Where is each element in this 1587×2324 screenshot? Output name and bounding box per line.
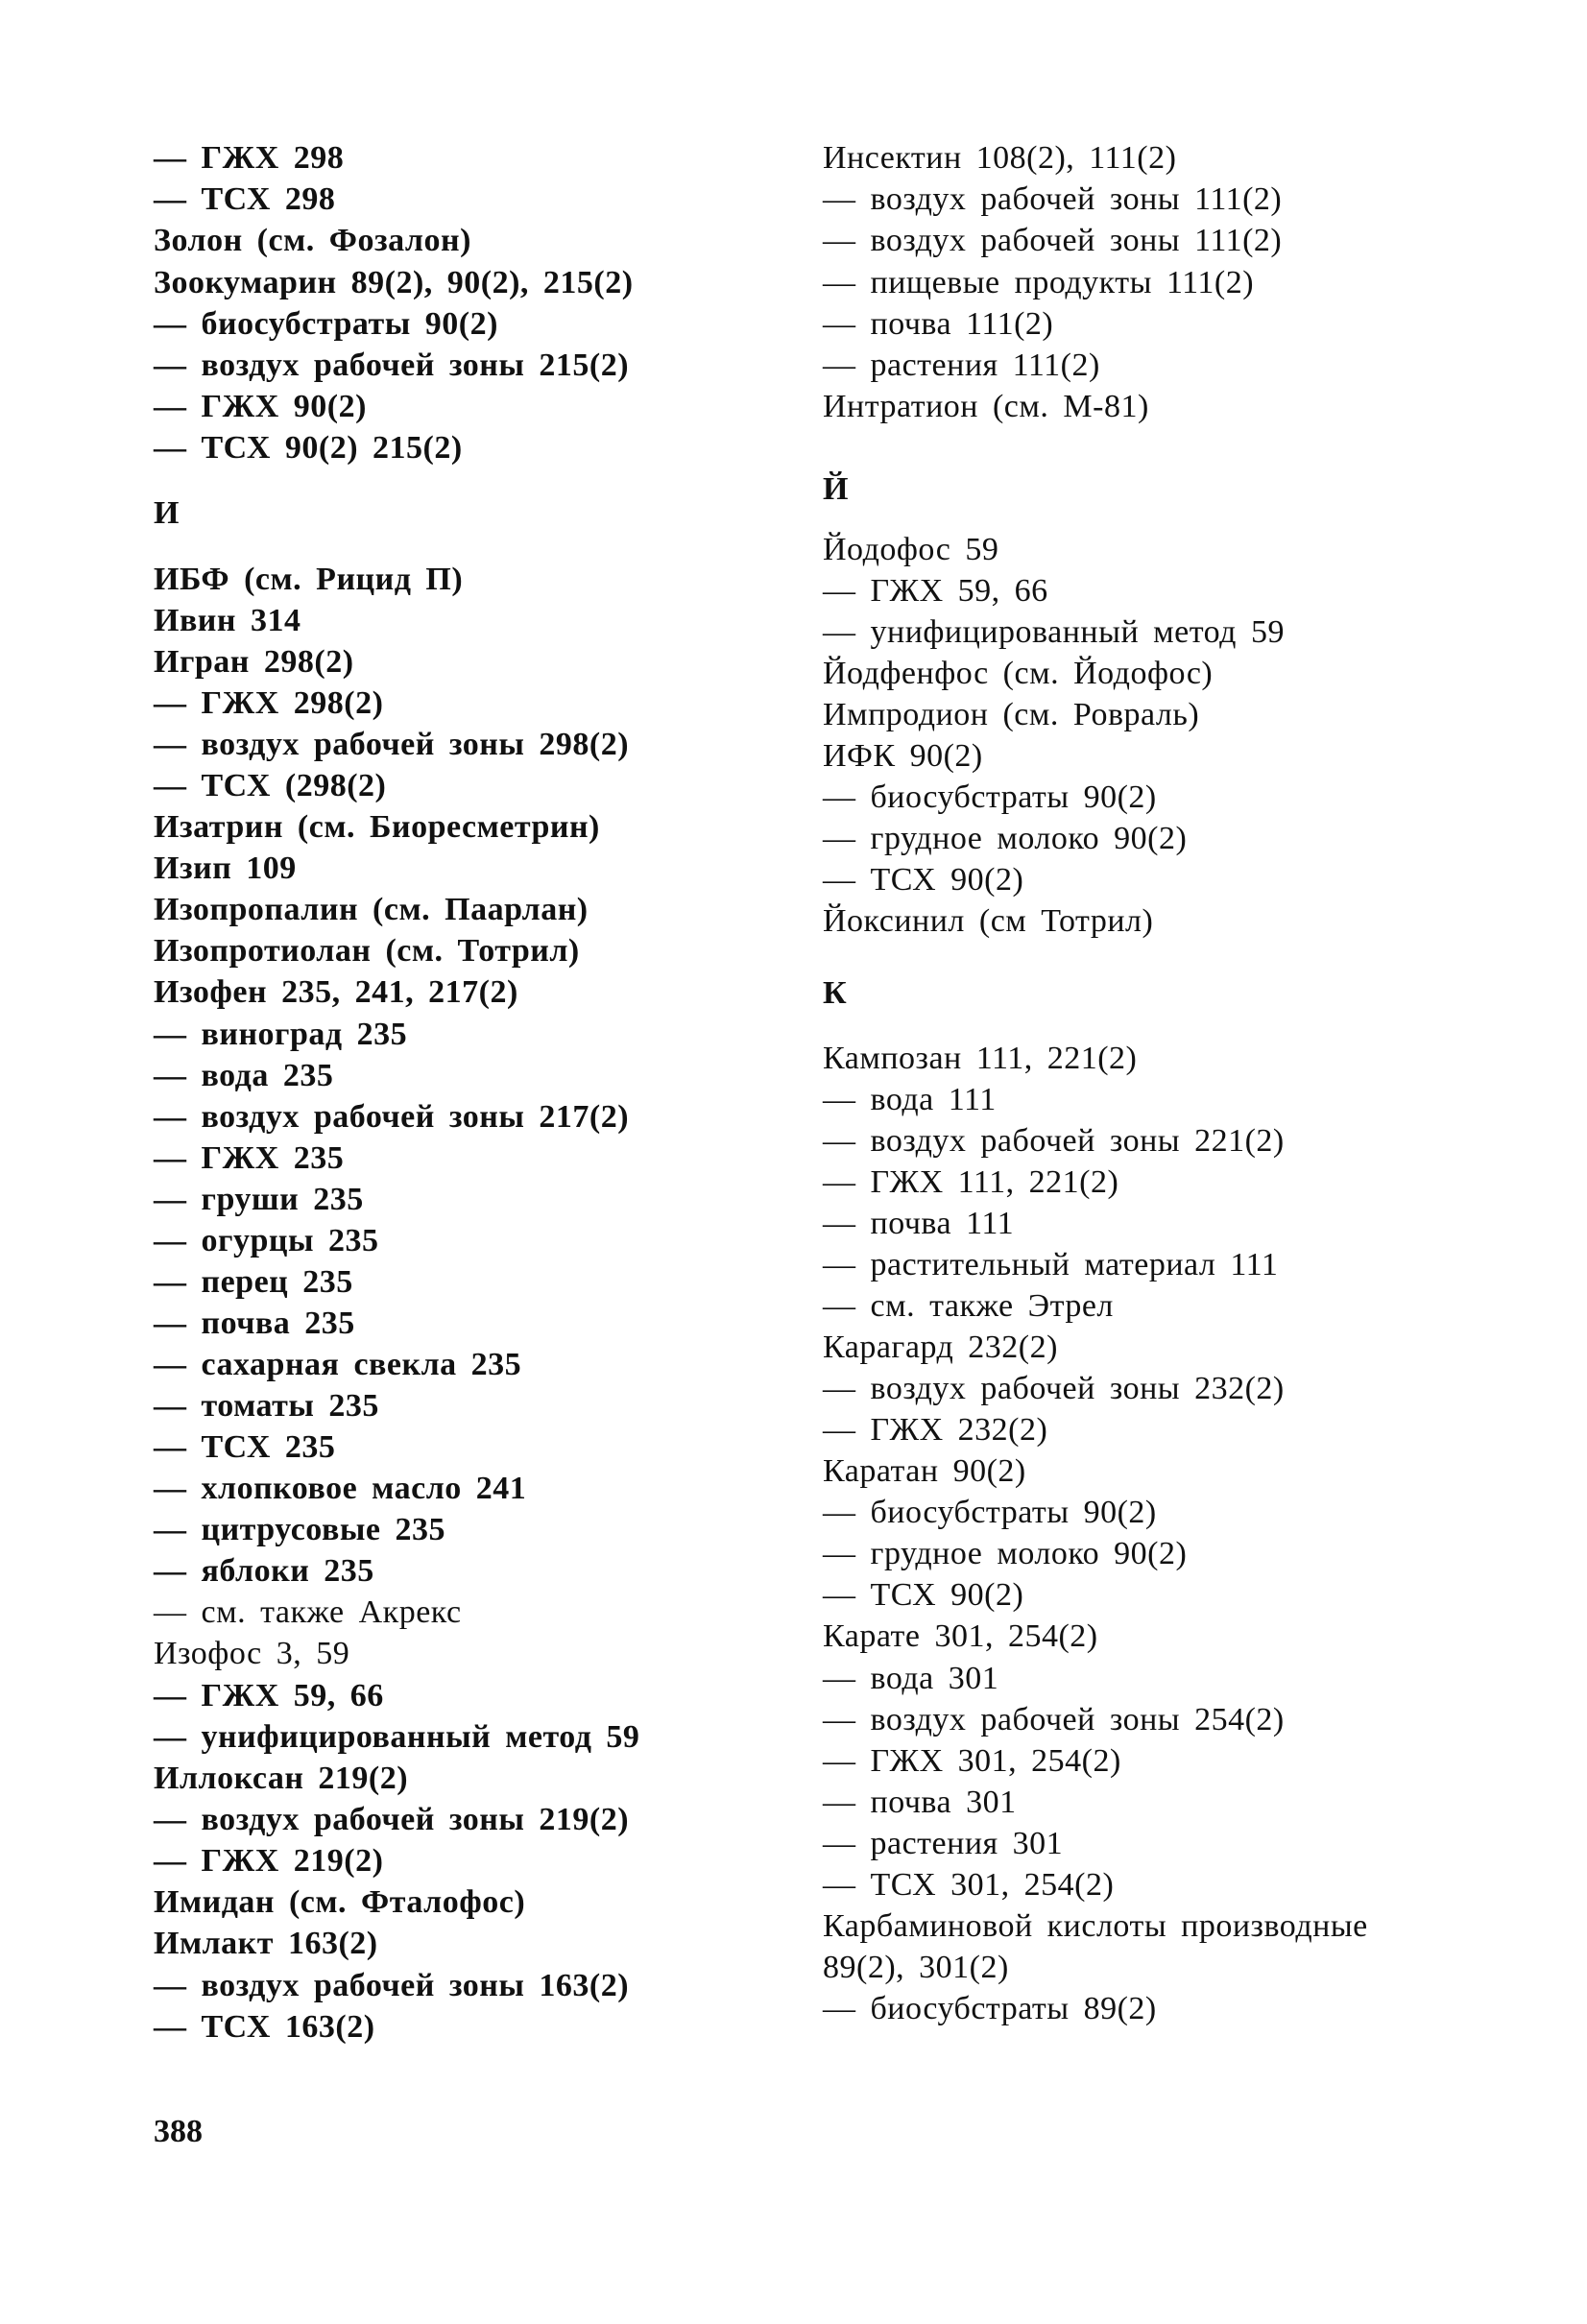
index-entry: Зоокумарин 89(2), 90(2), 215(2) (154, 265, 634, 300)
index-entry: Йоксинил (см Тотрил) (823, 903, 1154, 939)
index-subentry: — ГЖХ 59, 66 (154, 1678, 384, 1713)
index-subentry: — воздух рабочей зоны 163(2) (154, 1968, 630, 2003)
index-subentry: — сахарная свекла 235 (154, 1347, 522, 1382)
index-entry: Иллоксан 219(2) (154, 1761, 409, 1796)
index-subentry: — ТСХ 235 (154, 1429, 336, 1465)
index-entry: Изофен 235, 241, 217(2) (154, 974, 518, 1010)
index-subentry: — воздух рабочей зоны 111(2) (823, 223, 1283, 258)
index-subentry: — ГЖХ 235 (154, 1140, 345, 1176)
index-subentry: — ТСХ 163(2) (154, 2009, 375, 2045)
index-subentry: — ТСХ (298(2) (154, 768, 387, 803)
index-subentry: — вода 111 (823, 1082, 997, 1117)
index-entry: Игран 298(2) (154, 644, 354, 680)
index-subentry: — виноград 235 (154, 1017, 408, 1052)
index-subentry: — пищевые продукты 111(2) (823, 265, 1255, 300)
index-subentry: — воздух рабочей зоны 232(2) (823, 1371, 1285, 1406)
section-heading: К (823, 975, 848, 1011)
index-subentry: — см. также Этрел (823, 1288, 1114, 1324)
section-heading: Й (823, 471, 849, 507)
section-heading: И (154, 495, 180, 531)
index-subentry: — биосубстраты 90(2) (823, 1495, 1157, 1530)
index-entry: Йодфенфос (см. Йодофос) (823, 656, 1214, 691)
index-entry: Изофос 3, 59 (154, 1636, 350, 1671)
index-subentry: — ТСХ 301, 254(2) (823, 1867, 1115, 1903)
index-subentry: — почва 301 (823, 1785, 1017, 1820)
index-subentry: — ТСХ 90(2) (823, 1577, 1024, 1613)
index-subentry: — цитрусовые 235 (154, 1512, 445, 1547)
index-subentry: — растения 301 (823, 1826, 1064, 1861)
index-entry: Карагард 232(2) (823, 1330, 1058, 1365)
index-subentry: — унифицированный метод 59 (154, 1719, 640, 1755)
index-subentry: — см. также Акрекс (154, 1594, 462, 1630)
index-subentry: — хлопковое масло 241 (154, 1471, 527, 1506)
index-subentry: — ГЖХ 111, 221(2) (823, 1164, 1119, 1200)
index-subentry: — вода 301 (823, 1661, 999, 1696)
index-subentry: — биосубстраты 90(2) (154, 306, 498, 342)
index-subentry: — воздух рабочей зоны 111(2) (823, 181, 1283, 217)
index-subentry: — ГЖХ 298 (154, 140, 345, 176)
index-subentry: — воздух рабочей зоны 254(2) (823, 1702, 1285, 1737)
index-subentry: — огурцы 235 (154, 1223, 379, 1258)
index-subentry: — ГЖХ 298(2) (154, 685, 384, 721)
index-entry: ИФК 90(2) (823, 738, 983, 774)
index-entry: Золон (см. Фозалон) (154, 223, 471, 258)
index-entry: Кампозан 111, 221(2) (823, 1041, 1138, 1076)
index-subentry: — ГЖХ 301, 254(2) (823, 1743, 1121, 1779)
index-entry: Изатрин (см. Биоресметрин) (154, 809, 600, 845)
index-subentry: — растения 111(2) (823, 347, 1100, 383)
index-entry: Йодофос 59 (823, 532, 999, 567)
index-entry: Изопротиолан (см. Тотрил) (154, 933, 580, 969)
index-subentry: — воздух рабочей зоны 298(2) (154, 727, 630, 762)
index-subentry: — унифицированный метод 59 (823, 614, 1285, 650)
index-subentry: — яблоки 235 (154, 1553, 374, 1589)
index-subentry: — грудное молоко 90(2) (823, 821, 1188, 856)
index-subentry: — перец 235 (154, 1264, 353, 1300)
index-subentry: — воздух рабочей зоны 221(2) (823, 1123, 1285, 1159)
index-entry: Интратион (см. М-81) (823, 389, 1149, 424)
index-subentry: — почва 111(2) (823, 306, 1054, 342)
index-subentry: — ГЖХ 232(2) (823, 1412, 1048, 1448)
index-subentry: — почва 235 (154, 1306, 355, 1341)
index-entry: Имидан (см. Фталофос) (154, 1884, 526, 1920)
index-subentry: — груши 235 (154, 1182, 364, 1217)
index-entry: Изопропалин (см. Паарлан) (154, 892, 589, 927)
index-entry: Каратан 90(2) (823, 1453, 1026, 1489)
index-subentry: — ГЖХ 219(2) (154, 1843, 384, 1879)
page-number: 388 (154, 2114, 203, 2149)
index-entry: Карбаминовой кислоты производные (823, 1908, 1368, 1944)
index-subentry: — воздух рабочей зоны 215(2) (154, 347, 630, 383)
index-subentry: — ТСХ 90(2) 215(2) (154, 430, 463, 466)
index-subentry: — ГЖХ 59, 66 (823, 573, 1048, 609)
index-entry: Ивин 314 (154, 603, 301, 638)
index-subentry: — ТСХ 90(2) (823, 862, 1024, 898)
index-subentry: — биосубстраты 90(2) (823, 779, 1157, 815)
index-subentry: — биосубстраты 89(2) (823, 1991, 1157, 2026)
index-subentry: — ТСХ 298 (154, 181, 336, 217)
index-entry: Изип 109 (154, 851, 297, 886)
index-entry: Имлакт 163(2) (154, 1926, 378, 1961)
index-entry: Инсектин 108(2), 111(2) (823, 140, 1177, 176)
index-entry: ИБФ (см. Рицид П) (154, 562, 464, 597)
index-entry: 89(2), 301(2) (823, 1950, 1009, 1985)
index-subentry: — грудное молоко 90(2) (823, 1536, 1188, 1571)
index-subentry: — растительный материал 111 (823, 1247, 1279, 1282)
index-entry: Импродион (см. Ровраль) (823, 697, 1200, 732)
index-subentry: — ГЖХ 90(2) (154, 389, 367, 424)
index-subentry: — воздух рабочей зоны 219(2) (154, 1802, 630, 1837)
index-subentry: — томаты 235 (154, 1388, 379, 1424)
index-entry: Карате 301, 254(2) (823, 1618, 1098, 1654)
index-subentry: — вода 235 (154, 1058, 334, 1093)
index-subentry: — воздух рабочей зоны 217(2) (154, 1099, 630, 1135)
index-subentry: — почва 111 (823, 1206, 1015, 1241)
